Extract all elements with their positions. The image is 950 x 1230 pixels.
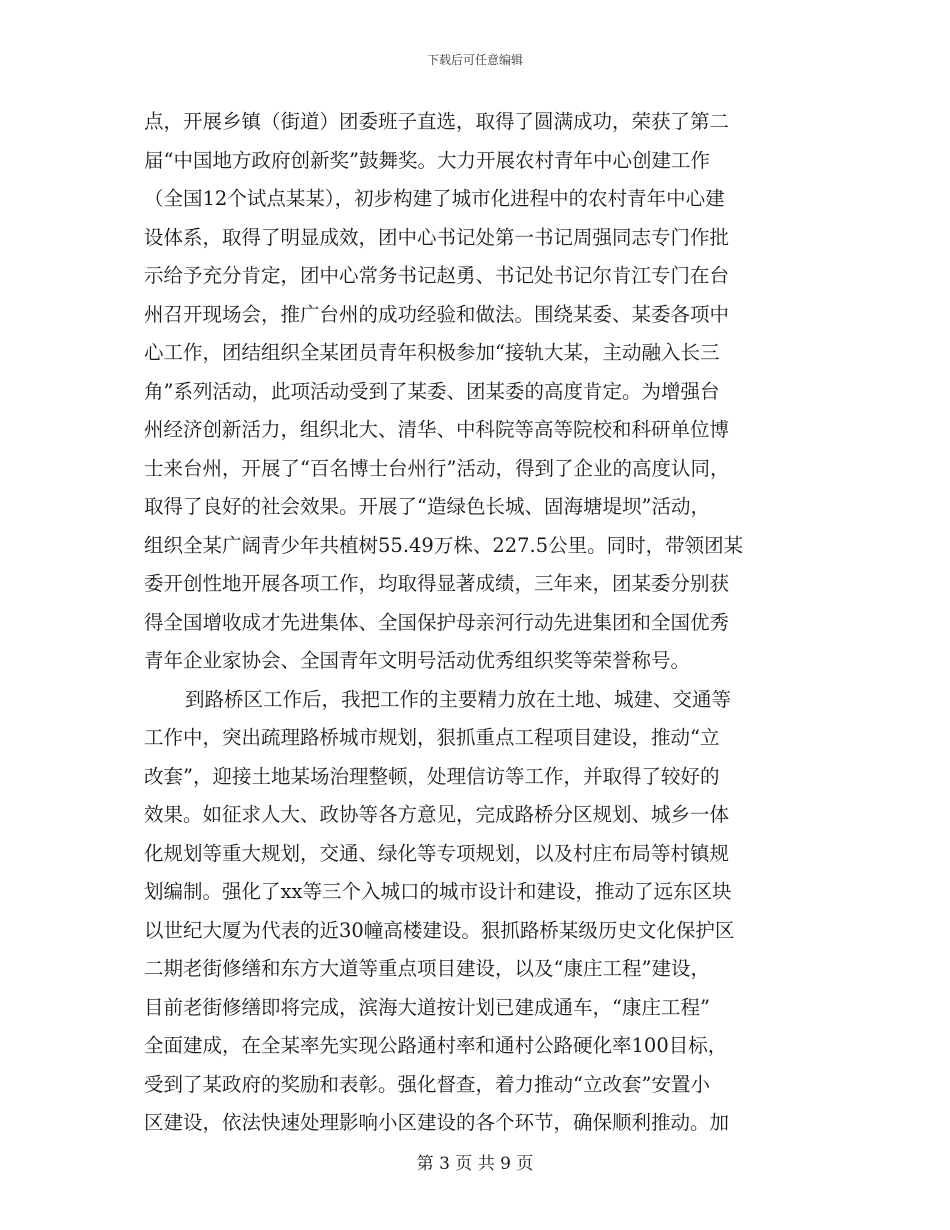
text-line: 州经济创新活力，组织北大、清华、中科院等高等院校和科研单位博	[144, 418, 730, 441]
text-line: 士来台州，开展了“百名博士台州行”活动，得到了企业的高度认同，	[144, 456, 730, 480]
text-line: 二期老街修缮和东方大道等重点项目建设，以及“康庄工程”建设，	[144, 957, 710, 980]
text-line: 取得了良好的社会效果。开展了“造绿色长城、固海塘堤坝”活动，	[144, 495, 710, 518]
text-line: 青年企业家协会、全国青年文明号活动优秀组织奖等荣誉称号。	[144, 649, 691, 672]
document-body	[144, 103, 810, 1143]
text-line: 得全国增收成才先进集体、全国保护母亲河行动先进集团和全国优秀	[144, 610, 730, 634]
text-line: 点，开展乡镇（街道）团委班子直选，取得了圆满成功，荣获了第二	[144, 110, 730, 133]
text-line: 全面建成，在全某率先实现公路通村率和通村公路硬化率100目标，	[144, 1034, 728, 1057]
text-line: 化规划等重大规划，交通、绿化等专项规划，以及村庄布局等村镇规	[144, 841, 730, 865]
text-line: 以世纪大厦为代表的近30幢高楼建设。狠抓路桥某级历史文化保护区	[144, 918, 735, 942]
text-line: 受到了某政府的奖励和表彰。强化督查，着力推动“立改套”安置小	[144, 1072, 710, 1096]
text-line: 目前老街修缮即将完成，滨海大道按计划已建成通车，“康庄工程”	[144, 995, 710, 1019]
text-line: （全国12个试点某某），初步构建了城市化进程中的农村青年中心建	[144, 187, 725, 210]
paragraph-start-line: 到路桥区工作后，我把工作的主要精力放在土地、城建、交通等	[185, 687, 732, 711]
text-line: 效果。如征求人大、政协等各方意见，完成路桥分区规划、城乡一体	[144, 803, 730, 826]
text-line: 改套”，迎接土地某场治理整顿，处理信访等工作，并取得了较好的	[144, 764, 720, 788]
text-line: 工作中，突出疏理路桥城市规划，狠抓重点工程项目建设，推动“立	[144, 726, 720, 749]
text-line: 角”系列活动，此项活动受到了某委、团某委的高度肯定。为增强台	[144, 379, 720, 403]
text-line: 区建设，依法快速处理影响小区建设的各个环节，确保顺利推动。加	[144, 1111, 730, 1134]
text-line: 届“中国地方政府创新奖”鼓舞奖。大力开展农村青年中心创建工作	[144, 148, 710, 172]
text-line: 划编制。强化了xx等三个入城口的城市设计和建设，推动了远东区块	[144, 880, 732, 903]
text-line: 委开创性地开展各项工作，均取得显著成绩，三年来，团某委分别获	[144, 572, 730, 595]
text-line: 州召开现场会，推广台州的成功经验和做法。围绕某委、某委各项中	[144, 302, 730, 326]
text-line: 心工作，团结组织全某团员青年积极参加“接轨大某，主动融入长三	[144, 341, 720, 364]
text-line: 组织全某广阔青少年共植树55.49万株、227.5公里。同时，带领团某	[144, 533, 744, 557]
page-header: 下载后可任意编辑	[426, 53, 523, 67]
text-line: 设体系，取得了明显成效，团中心书记处第一书记周强同志专门作批	[144, 225, 730, 249]
page-number-footer: 第 3 页 共 9 页	[416, 1154, 534, 1174]
text-line: 示给予充分肯定，团中心常务书记赵勇、书记处书记尔肯江专门在台	[144, 264, 730, 287]
